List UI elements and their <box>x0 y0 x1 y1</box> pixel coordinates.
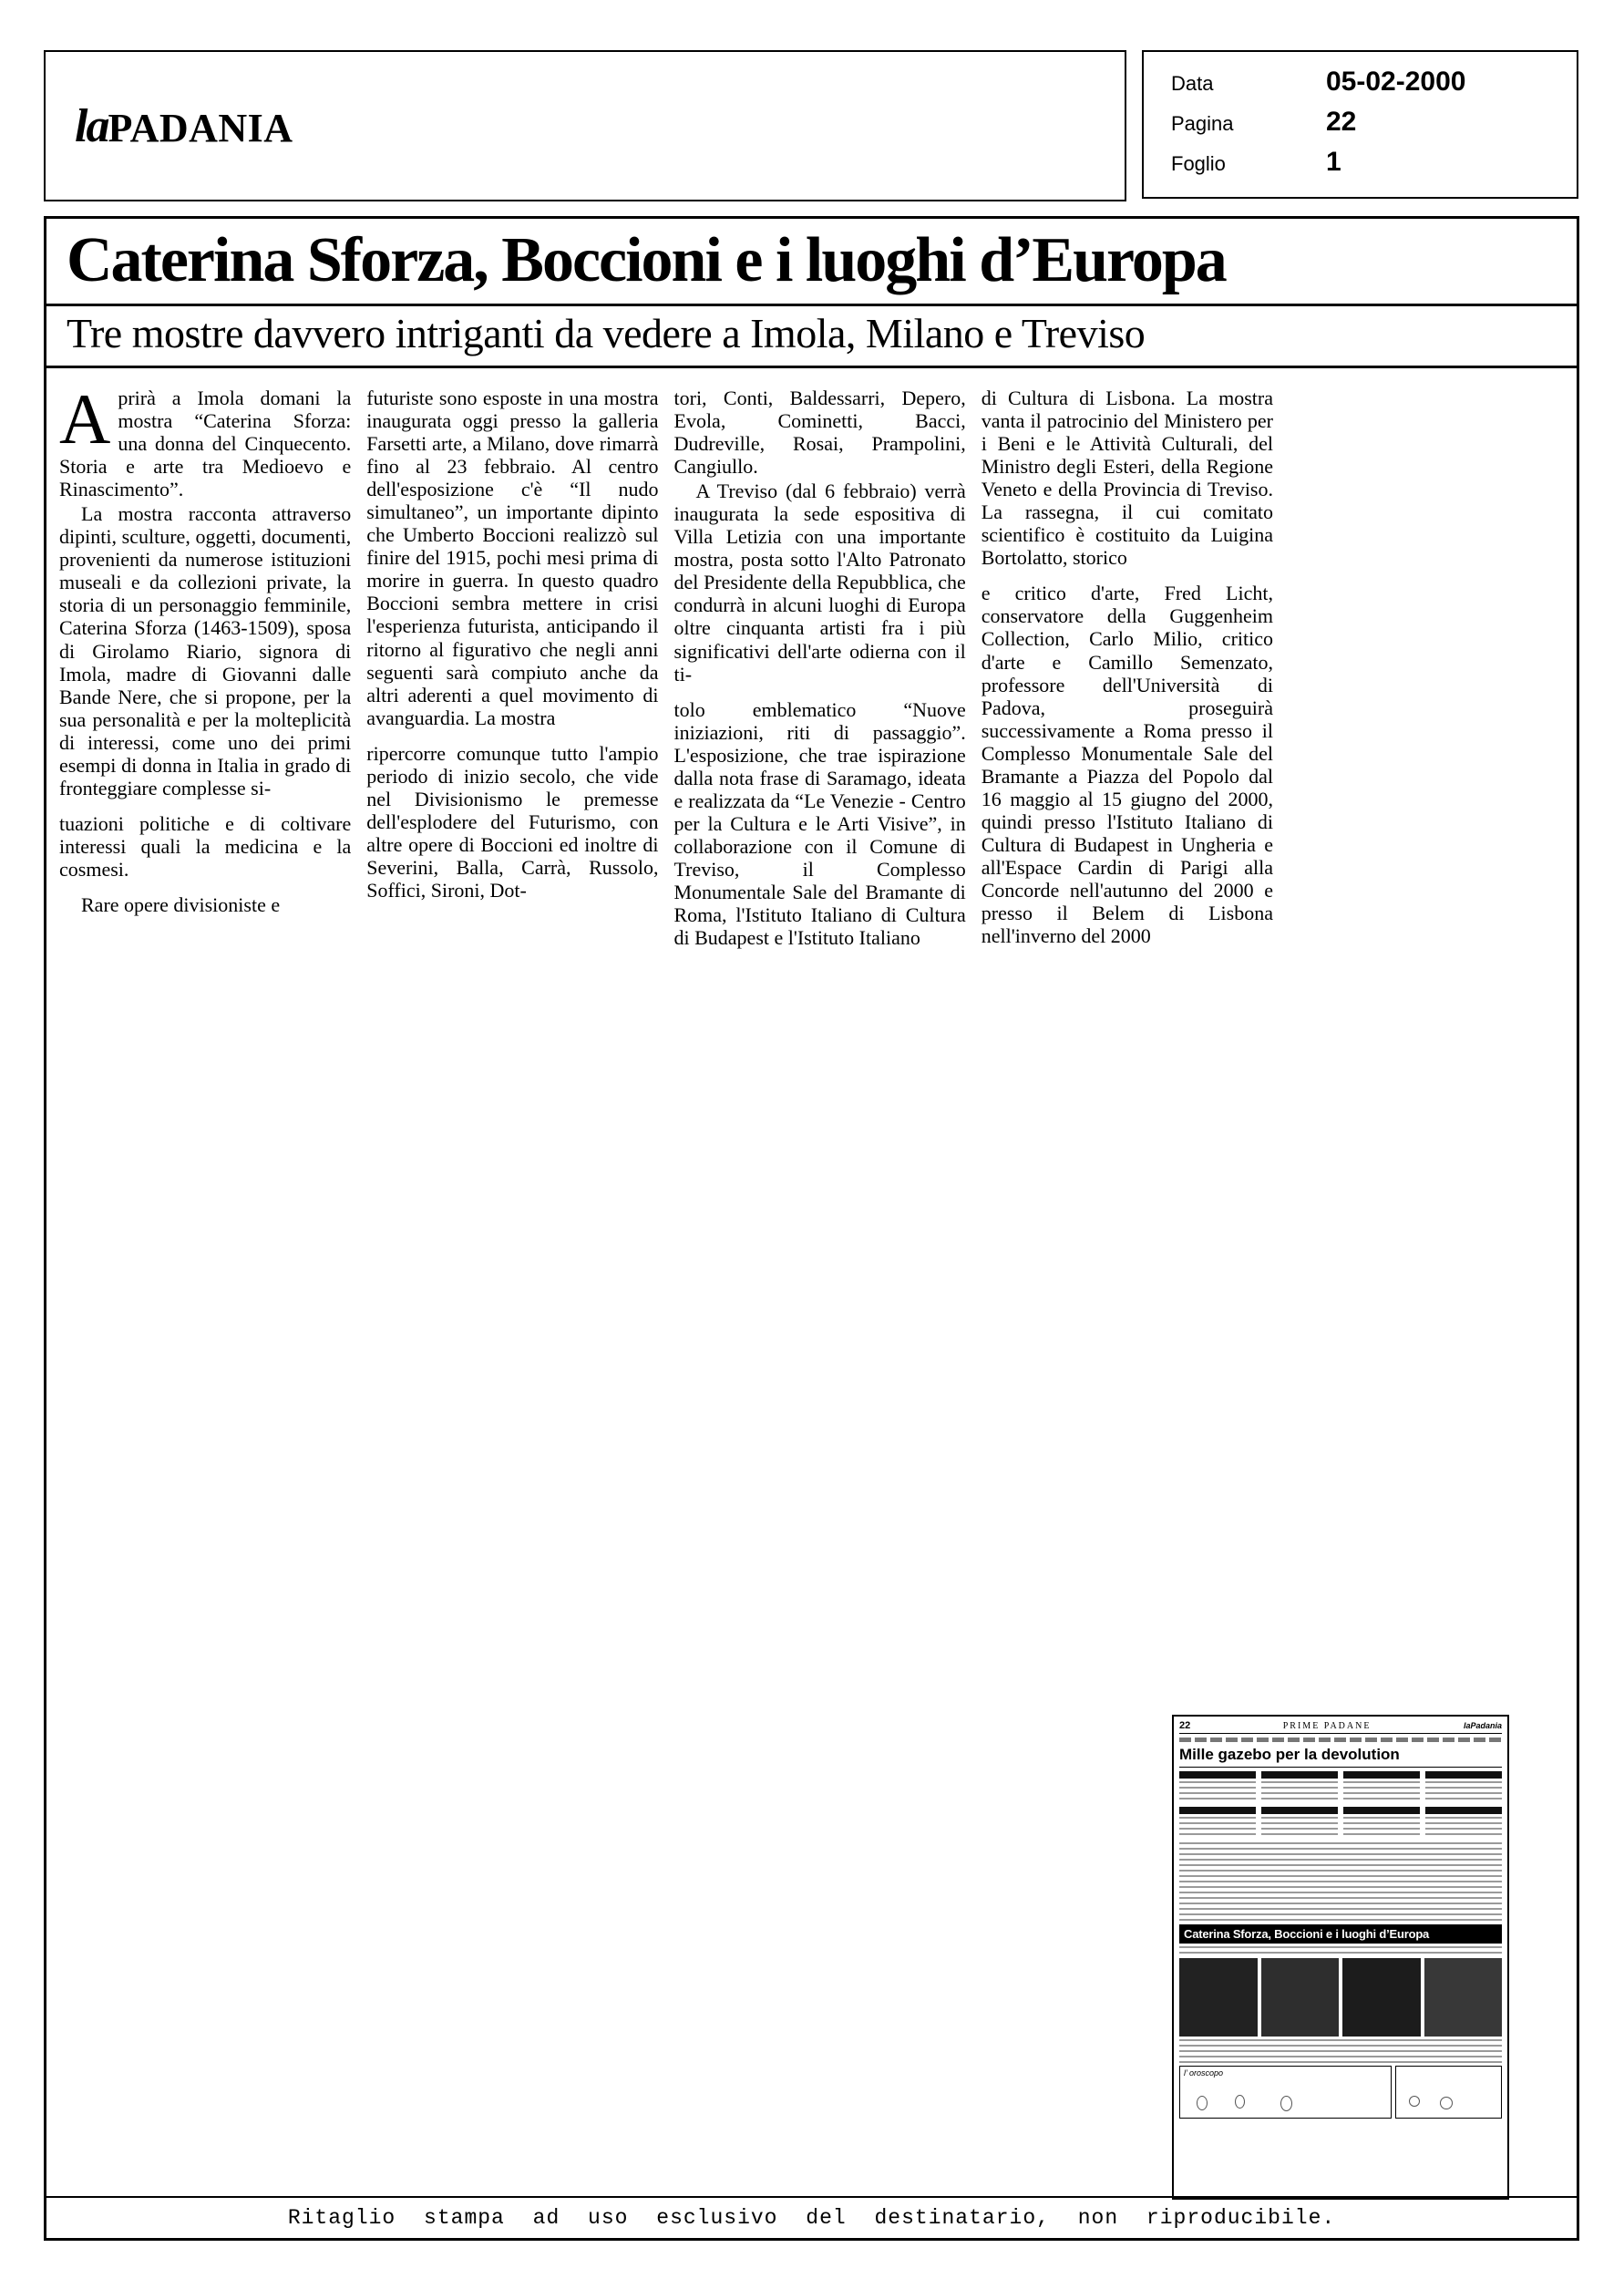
article-paragraph: Rare opere divisioniste e <box>81 893 281 917</box>
thumbnail-comics-label: l’ oroscopo <box>1184 2068 1224 2078</box>
dropcap-letter: A <box>59 378 111 459</box>
comic-doodle <box>1409 2096 1420 2107</box>
thumbnail-headline: Mille gazebo per la devolution <box>1179 1746 1502 1768</box>
thumbnail-gazebo-table <box>1179 1771 1502 1839</box>
thumbnail-article-strip-title: Caterina Sforza, Boccioni e i luoghi d’Europa <box>1179 1924 1502 1944</box>
thumbnail-body-text-placeholder <box>1179 1842 1502 1921</box>
meta-row-page <box>1171 107 1549 138</box>
clipping-disclaimer <box>46 2196 1577 2238</box>
article-paragraph: tolo emblematico “Nuove iniziazioni, riti di passaggio”. L'esposizione, che trae ispirazione dalla nota frase di Saramago, ideata e realizzata da “Le Venezie - Centro per la Cultura e le Arti Visive”, in collaborazione con il Comune di Treviso, il Complesso Monumentale Sale del Bramante di Roma, l'Istituto Italiano di Cultura di Budapest e l'Istituto Italiano <box>673 697 966 950</box>
comic-doodle <box>1280 2096 1292 2111</box>
article-paragraph: A Treviso (dal 6 febbraio) verrà inaugurata la sede espositiva di Villa Letizia con una importante mostra, posta sotto l'Alto Patronato del Presidente della Repubblica, che condurrà in alcuni luoghi di Europa oltre cinquanta artisti fra i più significativi dell'arte odierna con il ti- <box>673 480 966 686</box>
thumbnail-comics-row <box>1179 2066 1502 2119</box>
logo-la-text: la <box>75 100 108 152</box>
thumbnail-table-cell <box>1261 1771 1338 1803</box>
article-paragraph <box>59 378 352 500</box>
meta-row-sheet <box>1171 147 1549 178</box>
thumbnail-page-number: 22 <box>1179 1720 1191 1731</box>
page-label: Pagina <box>1171 112 1234 135</box>
paragraph-text: prirà a Imola domani la mostra “Caterina Sforza: una donna del Cinquecento. Storia e arte tra Medioevo e Rinascimento”. <box>59 386 352 500</box>
thumbnail-section-title: PRIME PADANE <box>1282 1721 1372 1731</box>
lapadania-logo <box>75 99 293 153</box>
article-paragraph: tori, Conti, Baldessarri, Depero, Evola, Cominetti, Bacci, Dudreville, Rosai, Prampolini, Cangiullo. <box>673 386 966 478</box>
thumbnail-table-cell <box>1425 1807 1502 1839</box>
thumbnail-table-cell <box>1343 1807 1420 1839</box>
thumbnail-strip-subtitle-placeholder <box>1179 1946 1502 1955</box>
comic-doodle <box>1197 2096 1208 2110</box>
thumbnail-comic-panel <box>1395 2066 1502 2119</box>
date-value: 05-02-2000 <box>1326 67 1466 97</box>
article-paragraph: di Cultura di Lisbona. La mostra vanta il patrocinio del Ministero per i Beni e le Attività Culturali, del Ministro degli Esteri, della Regione Veneto e della Provincia di Treviso. La rassegna, il cui comitato scientifico è costituito da Luigina Bortolatto, storico <box>981 386 1273 570</box>
thumbnail-photo <box>1342 1958 1421 2037</box>
thumbnail-photo-row <box>1179 1958 1502 2037</box>
article-headline: Caterina Sforza, Boccioni e i luoghi d’Europa <box>67 225 1226 295</box>
sheet-value: 1 <box>1326 147 1341 177</box>
article-paragraph: futuriste sono esposte in una mostra inaugurata oggi presso la galleria Farsetti arte, a Milano, dove rimarrà fino al 23 febbraio. Al centro dell'esposizione c'è “Il nudo simultaneo”, un importante dipinto che Umberto Boccioni realizzò sul finire del 1915, pochi mesi prima di morire in guerra. In questo quadro Boccioni sembra mettere in crisi l'esperienza futurista, anticipando il ritorno al figurativo che negli anni seguenti sarà compiuto anche da altri aderenti a quel movimento di avanguardia. La mostra <box>366 386 659 729</box>
date-label: Data <box>1171 72 1214 95</box>
thumbnail-photo <box>1424 1958 1503 2037</box>
article-column-3 <box>674 387 966 952</box>
thumbnail-comic-panel <box>1179 2066 1392 2119</box>
thumbnail-caption-placeholder <box>1179 2039 1502 2063</box>
article-subhead: Tre mostre davvero intriganti da vedere a Imola, Milano e Treviso <box>67 310 1146 357</box>
thumbnail-kicker-placeholder <box>1179 1738 1502 1742</box>
article-column-2 <box>366 387 658 952</box>
article-column-4 <box>982 387 1273 952</box>
headline-band <box>46 219 1577 306</box>
article-body <box>46 368 1286 952</box>
thumbnail-table-cell <box>1425 1771 1502 1803</box>
thumbnail-table-cell <box>1179 1807 1256 1839</box>
comic-doodle <box>1440 2097 1453 2109</box>
meta-row-date <box>1171 67 1549 98</box>
logo-name-text: PADANIA <box>108 106 293 150</box>
thumbnail-brand: laPadania <box>1463 1721 1502 1730</box>
thumbnail-photo <box>1179 1958 1258 2037</box>
article-paragraph: tuazioni politiche e di coltivare interessi quali la medicina e la cosmesi. <box>59 812 352 882</box>
disclaimer-text: Ritaglio stampa ad uso esclusivo del destinatario, non riproducibile. <box>287 2206 1336 2230</box>
masthead-logo-box <box>44 50 1126 201</box>
thumbnail-table-cell <box>1179 1771 1256 1803</box>
source-page-thumbnail <box>1172 1715 1509 2200</box>
article-paragraph: e critico d'arte, Fred Licht, conservatore della Guggenheim Collection, Carlo Milio, critico d'arte e Camillo Semenzato, professore dell'Università di Padova, proseguirà successivamente a Roma presso il Complesso Monumentale Sale del Bramante a Piazza del Popolo dal 16 maggio al 15 giugno del 2000, quindi presso l'Istituto Italiano di Cultura di Budapest in Ungheria e all'Espace Cardin di Parigi alla Concorde nell'autunno del 2000 e presso il Belem di Lisbona nell'inverno del 2000 <box>981 582 1273 948</box>
page-value: 22 <box>1326 107 1357 137</box>
thumbnail-page-header <box>1179 1720 1502 1734</box>
article-frame <box>44 216 1579 2241</box>
thumbnail-photo <box>1261 1958 1340 2037</box>
article-paragraph: La mostra racconta attraverso dipinti, sculture, oggetti, documenti, provenienti da numerose istituzioni museali e da collezioni private, la storia di un personaggio femminile, Caterina Sforza (1463-1509), sposa di Girolamo Riario, signora di Imola, madre di Giovanni dalle Bande Nere, che si propone, per la sua personalità e per la molteplicità di interessi, come uno dei primi esempi di donna in Italia in grado di fronteggiare complesse si- <box>59 502 352 800</box>
thumbnail-table-cell <box>1343 1771 1420 1803</box>
article-column-1 <box>59 378 352 952</box>
thumbnail-table-cell <box>1261 1807 1338 1839</box>
subhead-band <box>46 306 1577 367</box>
clipping-meta-box <box>1142 50 1578 199</box>
comic-doodle <box>1235 2095 1245 2109</box>
sheet-label: Foglio <box>1171 152 1226 175</box>
article-paragraph: ripercorre comunque tutto l'ampio periodo di inizio secolo, che vide nel Divisionismo le premesse dell'esplodere del Futurismo, con altre opere di Boccioni ed inoltre di Severini, Balla, Carrà, Russolo, Soffici, Sironi, Dot- <box>366 741 659 902</box>
